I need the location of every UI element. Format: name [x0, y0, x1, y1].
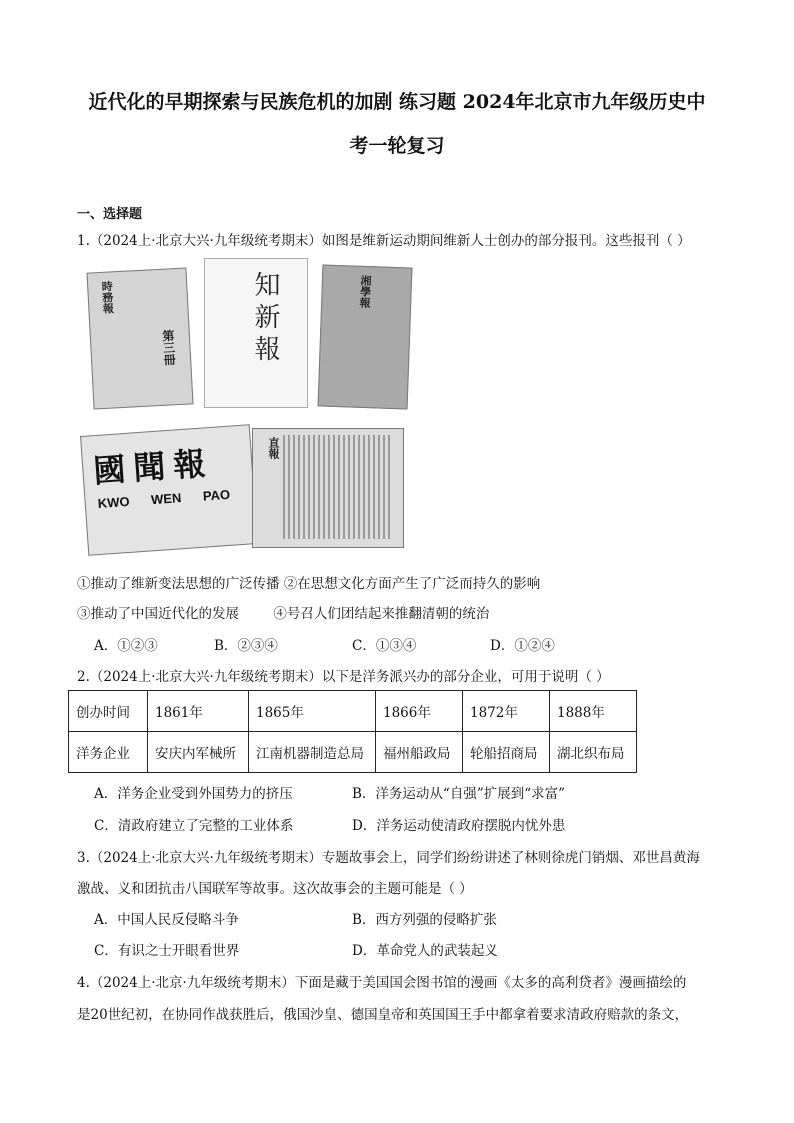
newspaper-zhixinbao-label: 知新報 — [250, 271, 280, 367]
newspaper-zhibao-columns — [283, 435, 393, 539]
q1-option-a[interactable]: A．①②③ — [94, 638, 158, 654]
newspaper-guowenbao — [80, 424, 258, 556]
q2-stem: 2.（2024上·北京大兴·九年级统考期末）以下是洋务派兴办的部分企业，可用于说明（ ） — [77, 669, 610, 685]
q3-stem-line-2: 激战、义和团抗击八国联军等故事。这次故事会的主题可能是（ ） — [77, 881, 473, 897]
q2-option-d[interactable]: D．洋务运动使清政府摆脱内忧外患 — [352, 818, 566, 834]
newspaper-shiwubao — [86, 267, 193, 409]
q3-option-a[interactable]: A．中国人民反侵略斗争 — [94, 912, 239, 928]
newspaper-zhibao — [252, 428, 404, 548]
table-cell: 洋务企业 — [69, 732, 148, 773]
q3-option-b[interactable]: B．西方列强的侵略扩张 — [352, 912, 497, 928]
q3-stem-line-1: 3.（2024上·北京大兴·九年级统考期末）专题故事会上，同学们纷纷讲述了林则徐虎门销烟、邓世昌黄海 — [77, 850, 700, 866]
q2-option-a[interactable]: A．洋务企业受到外国势力的挤压 — [94, 786, 293, 802]
roman-wen: WEN — [150, 490, 182, 508]
q1-statements-2: ③推动了中国近代化的发展 ④号召人们团结起来推翻清朝的统治 — [77, 606, 490, 622]
q4-stem-line-1: 4.（2024上·北京·九年级统考期末）下面是藏于美国国会图书馆的漫画《太多的高利贷者》漫画描绘的 — [77, 975, 687, 991]
table-row — [69, 691, 637, 732]
newspaper-shiwubao-sub: 第三冊 — [160, 329, 177, 366]
q2-option-c[interactable]: C．清政府建立了完整的工业体系 — [94, 818, 294, 834]
q4-stem-line-2: 是20世纪初，在协同作战获胜后，俄国沙皇、德国皇帝和英国国王手中都拿着要求清政府赔款的条文， — [77, 1007, 689, 1023]
q3-option-d[interactable]: D．革命党人的武装起义 — [352, 943, 498, 959]
document-title — [60, 80, 734, 168]
q1-option-b[interactable]: B．②③④ — [214, 638, 278, 654]
table-row — [69, 732, 637, 773]
table-cell: 1861年 — [148, 691, 249, 732]
enterprise-table — [68, 690, 637, 773]
q1-option-d[interactable]: D．①②④ — [490, 638, 555, 654]
roman-kwo: KWO — [97, 493, 130, 511]
q1-option-c[interactable]: C．①③④ — [352, 638, 417, 654]
section-heading: 一、选择题 — [77, 207, 143, 222]
q2-option-b[interactable]: B．洋务运动从“自强”扩展到“求富” — [352, 786, 566, 802]
title-line-2: 考一轮复习 — [349, 135, 445, 157]
title-line-1: 近代化的早期探索与民族危机的加剧 练习题 2024年北京市九年级历史中 — [88, 91, 706, 113]
q1-stem: 1.（2024上·北京大兴·九年级统考期末）如图是维新运动期间维新人士创办的部分报刊。这些报刊（ ） — [77, 233, 691, 249]
table-cell: 福州船政局 — [376, 732, 463, 773]
q1-statements-1: ①推动了维新变法思想的广泛传播 ②在思想文化方面产生了广泛而持久的影响 — [77, 576, 541, 592]
newspaper-zhixinbao — [204, 258, 308, 408]
table-cell: 轮船招商局 — [463, 732, 550, 773]
table-cell: 1872年 — [463, 691, 550, 732]
table-cell: 1865年 — [249, 691, 376, 732]
newspaper-shiwubao-label: 時務報 — [99, 280, 115, 314]
newspaper-figure — [82, 258, 410, 558]
table-cell: 创办时间 — [69, 691, 148, 732]
newspaper-xiangxuebao — [318, 264, 413, 409]
roman-pao: PAO — [202, 486, 231, 504]
table-cell: 1866年 — [376, 691, 463, 732]
table-cell: 1888年 — [550, 691, 637, 732]
newspaper-xiangxuebao-label: 湘學報 — [358, 274, 373, 309]
newspaper-guowenbao-label: 國聞報 — [92, 443, 215, 491]
q3-option-c[interactable]: C．有识之士开眼看世界 — [94, 943, 240, 959]
table-cell: 湖北织布局 — [550, 732, 637, 773]
table-cell: 江南机器制造总局 — [249, 732, 376, 773]
newspaper-zhibao-label: 直報 — [267, 437, 280, 459]
table-cell: 安庆内军械所 — [148, 732, 249, 773]
